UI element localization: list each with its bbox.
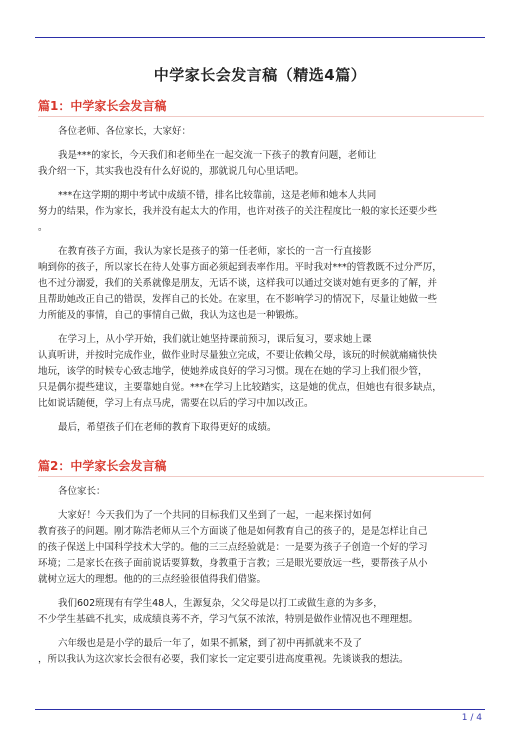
paragraph-line: 六年级也是是小学的最后一年了，如果不抓紧，到了初中再抓就来不及了 (58, 638, 363, 649)
paragraph-line: 。 (38, 222, 48, 233)
section-1-body (38, 124, 484, 444)
paragraph-line: 响到你的孩子，所以家长在待人处事方面必须起到表率作用。平时我对***的管教既不过分严厉， (38, 262, 442, 273)
paragraph-line: 不少学生基础不扎实，成成绩良莠不齐，学习气氛不浓浓，特别是做作业情况也不理理想。 (38, 614, 419, 625)
footer-rule (35, 709, 485, 710)
section-2-body (38, 484, 484, 676)
paragraph-line: 的孩子保送上中国科学技术大学的。他的三三点经验就是：一是要为孩子子创造一个好的学习 (38, 542, 428, 553)
paragraph (38, 636, 484, 668)
paragraph-line: 教育孩子的问题。刚才陈浩老师从三个方面谈了他是如何教育自己的孩子的，是是怎样让自己 (38, 526, 428, 537)
paragraph (38, 508, 484, 588)
paragraph-line: 且帮助她改正自己的错误，发挥自己的长处。在家里，在不影响学习的情况下，尽量让她做一些 (38, 294, 438, 305)
page-number: 1 / 4 (461, 713, 482, 723)
paragraph-line: 在教育孩子方面，我认为家长是孩子的第一任老师，家长的一言一行直接影 (58, 246, 372, 257)
paragraph (38, 420, 484, 436)
paragraph-line: 各位老师、各位家长，大家好： (58, 126, 192, 137)
page-title: 中学家长会发言稿（精选4篇） (153, 66, 367, 84)
paragraph-line: 也不过分溺爱，我们的关系就像是朋友，无话不谈，这样我可以通过交谈对她有更多的了解，并 (38, 278, 438, 289)
section-1-heading: 篇1：中学家长会发言稿 (38, 99, 167, 113)
paragraph-line: 大家好！今天我们为了一个共同的目标我们又坐到了一起，一起来探讨如何 (58, 510, 372, 521)
paragraph-line: 努力的结果，作为家长，我并没有起太大的作用，也许对孩子的关注程度比一般的家长还要少些 (38, 206, 438, 217)
paragraph (38, 596, 484, 628)
paragraph-line: 我是***的家长，今天我们和老师坐在一起交流一下孩子的教育问题，老师让 (58, 150, 377, 161)
section-1-underline (38, 116, 484, 117)
paragraph-line: ，所以我认为这次家长会很有必要，我们家长一定定要引进高度重视。先谈谈我的想法。 (38, 654, 409, 665)
paragraph (38, 484, 484, 500)
paragraph-line: 比如说话随便，学习上有点马虎，需要在以后的学习中加以改正。 (38, 398, 314, 409)
paragraph-line: 只是偶尔提些建议，主要靠她自觉。***在学习上比较踏实，这是她的优点，但她也有很多缺点， (38, 382, 442, 393)
paragraph-line: 就树立远大的理想。他的的三点经验很值得我们借鉴。 (38, 574, 267, 585)
paragraph-line: 各位家长： (58, 486, 106, 497)
paragraph-line: 我们602班现有有学生48人，生源复杂，父父母是以打工或做生意的为多多， (58, 598, 383, 609)
paragraph (38, 188, 484, 236)
paragraph-line: 环境；二是家长在孩子面前说话要算数，身教重于言教；三是眼光要放远一些，要帮孩子从小 (38, 558, 428, 569)
paragraph-line: 认真听讲，并按时完成作业，做作业时尽量独立完成，不要让依赖父母，该玩的时候就痛痛快快 (38, 350, 438, 361)
section-2-heading: 篇2：中学家长会发言稿 (38, 459, 167, 473)
paragraph (38, 124, 484, 140)
paragraph-line: ***在这学期的期中考试中成绩不错，排名比较靠前，这是老师和她本人共同 (58, 190, 377, 201)
paragraph-line: 在学习上，从小学开始，我们就让她坚持课前预习，课后复习，要求她上课 (58, 334, 372, 345)
section-2-underline (38, 476, 484, 477)
header-rule (35, 37, 485, 38)
paragraph-line: 地玩，该学的时候专心致志地学，使她养成良好的学习习惯。现在在她的学习上我们很少管， (38, 366, 428, 377)
paragraph (38, 148, 484, 180)
paragraph (38, 244, 484, 324)
paragraph (38, 332, 484, 412)
paragraph-line: 力所能及的事情，自己的事情自己做，我认为这也是一种锻炼。 (38, 310, 305, 321)
paragraph-line: 最后，希望孩子们在老师的教育下取得更好的成绩。 (58, 422, 277, 433)
paragraph-line: 我介绍一下，其实我也没有什么好说的，那就说几句心里话吧。 (38, 166, 305, 177)
